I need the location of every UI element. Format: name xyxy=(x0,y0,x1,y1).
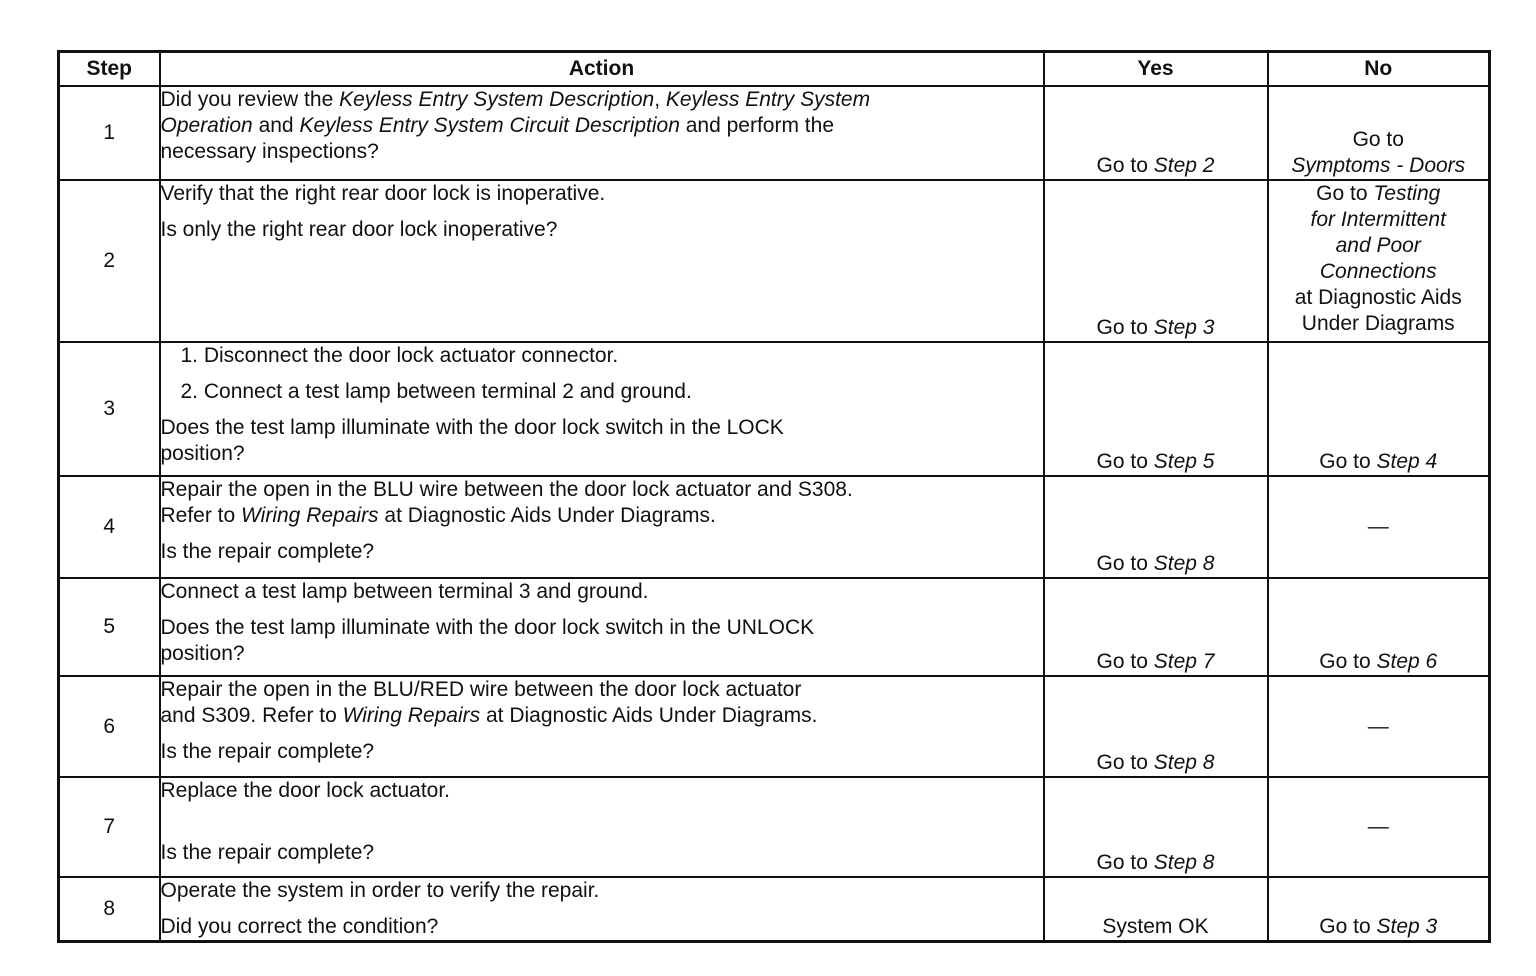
diagnostic-table xyxy=(57,50,1491,943)
yes-cell: Go to Step 8 xyxy=(1044,676,1268,777)
step-number: 1 xyxy=(59,86,160,180)
table-row xyxy=(59,180,1490,342)
action-question: Is the repair complete? xyxy=(160,540,375,563)
table-row xyxy=(59,777,1490,877)
no-cell: — xyxy=(1268,476,1490,578)
action-question: Is the repair complete? xyxy=(160,740,375,763)
action-list-item: 2. Connect a test lamp between terminal 2 and ground. xyxy=(180,380,692,403)
table-row xyxy=(59,676,1490,777)
table-row xyxy=(59,877,1490,942)
table-row xyxy=(59,578,1490,676)
header-row xyxy=(59,52,1490,87)
no-cell: Go to Testing for Intermittent and Poor Connections at Diagnostic Aids Under Diagrams xyxy=(1268,180,1490,342)
header-yes: Yes xyxy=(1044,52,1268,87)
no-cell: — xyxy=(1268,777,1490,877)
no-cell: Go to Step 4 xyxy=(1268,342,1490,476)
step-number: 8 xyxy=(59,877,160,942)
yes-cell: Go to Step 5 xyxy=(1044,342,1268,476)
action-line: and S309. Refer to Wiring Repairs at Diagnostic Aids Under Diagrams. xyxy=(160,704,818,727)
action-line: Replace the door lock actuator. xyxy=(160,779,451,802)
step-number: 6 xyxy=(59,676,160,777)
action-question: Did you correct the condition? xyxy=(160,915,439,938)
action-question: position? xyxy=(160,442,245,465)
header-action: Action xyxy=(160,52,1044,87)
action-list-item: 1. Disconnect the door lock actuator connector. xyxy=(180,344,619,367)
action-cell xyxy=(160,180,1044,342)
header-no: No xyxy=(1268,52,1490,87)
action-line: Connect a test lamp between terminal 3 and ground. xyxy=(160,580,649,603)
action-cell xyxy=(160,476,1044,578)
action-line: necessary inspections? xyxy=(160,140,379,163)
step-number: 4 xyxy=(59,476,160,578)
table-row xyxy=(59,86,1490,180)
yes-cell: Go to Step 3 xyxy=(1044,180,1268,342)
yes-cell: Go to Step 8 xyxy=(1044,476,1268,578)
action-cell xyxy=(160,777,1044,877)
action-question: position? xyxy=(160,642,245,665)
action-question: Is only the right rear door lock inoperative? xyxy=(160,218,558,241)
action-cell xyxy=(160,578,1044,676)
yes-cell: Go to Step 7 xyxy=(1044,578,1268,676)
action-line: Refer to Wiring Repairs at Diagnostic Aids Under Diagrams. xyxy=(160,504,716,527)
step-number: 5 xyxy=(59,578,160,676)
action-line: Operation and Keyless Entry System Circuit Description and perform the xyxy=(160,114,834,137)
no-cell: Go to Step 6 xyxy=(1268,578,1490,676)
action-line: Did you review the Keyless Entry System Description, Keyless Entry System xyxy=(160,88,871,111)
yes-cell: System OK xyxy=(1044,877,1268,942)
action-question: Does the test lamp illuminate with the door lock switch in the UNLOCK xyxy=(160,616,815,639)
action-question: Does the test lamp illuminate with the door lock switch in the LOCK xyxy=(160,416,784,439)
action-line: Operate the system in order to verify the repair. xyxy=(160,879,600,902)
table-row xyxy=(59,342,1490,476)
action-question: Is the repair complete? xyxy=(160,841,375,864)
action-cell xyxy=(160,877,1044,942)
no-cell: Go to Symptoms - Doors xyxy=(1268,86,1490,180)
action-line: Verify that the right rear door lock is inoperative. xyxy=(160,182,606,205)
yes-cell: Go to Step 8 xyxy=(1044,777,1268,877)
action-cell xyxy=(160,342,1044,476)
step-number: 7 xyxy=(59,777,160,877)
step-number: 3 xyxy=(59,342,160,476)
header-step: Step xyxy=(59,52,160,87)
action-line: Repair the open in the BLU/RED wire between the door lock actuator xyxy=(160,678,802,701)
no-cell: — xyxy=(1268,676,1490,777)
table-row xyxy=(59,476,1490,578)
yes-cell: Go to Step 2 xyxy=(1044,86,1268,180)
action-cell xyxy=(160,86,1044,180)
step-number: 2 xyxy=(59,180,160,342)
no-cell: Go to Step 3 xyxy=(1268,877,1490,942)
action-line: Repair the open in the BLU wire between the door lock actuator and S308. xyxy=(160,478,853,501)
action-cell xyxy=(160,676,1044,777)
